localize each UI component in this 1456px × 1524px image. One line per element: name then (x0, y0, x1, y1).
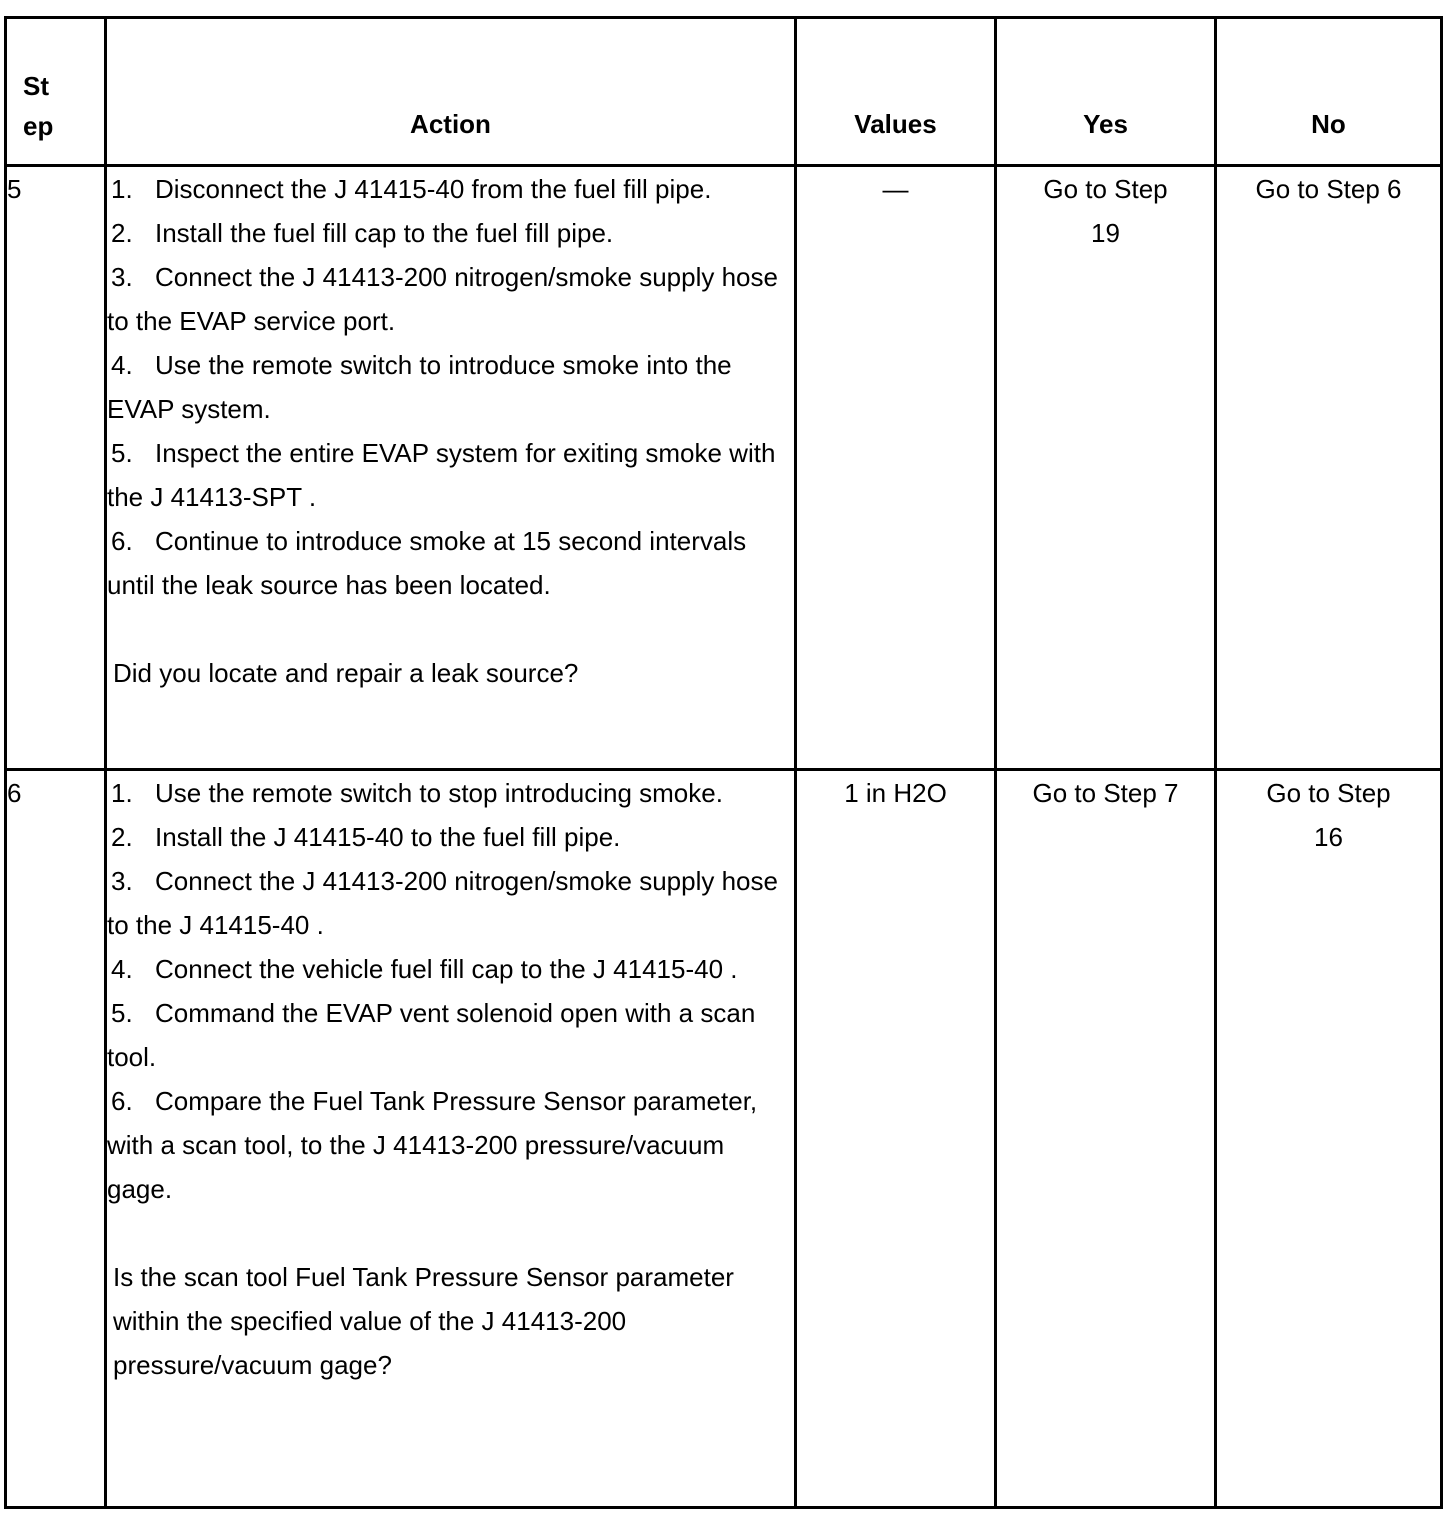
action-cell (106, 770, 796, 1508)
header-step (6, 18, 106, 166)
action-item: 4. Use the remote switch to introduce smoke into the EVAP system. (107, 350, 732, 424)
values-cell: 1 in H2O (796, 770, 996, 1508)
action-item: 3. Connect the J 41413-200 nitrogen/smoke supply hose to the EVAP service port. (107, 262, 778, 336)
step-number: 5 (6, 166, 106, 770)
action-item: 5. Command the EVAP vent solenoid open with a scan tool. (107, 998, 756, 1072)
no-line2: 16 (1314, 822, 1343, 852)
header-row (6, 18, 1442, 166)
action-item: 1. Use the remote switch to stop introducing smoke. (111, 778, 723, 808)
action-item: 6. Continue to introduce smoke at 15 second intervals until the leak source has been located. (107, 526, 747, 600)
action-item: 2. Install the fuel fill cap to the fuel fill pipe. (111, 218, 614, 248)
action-item: 2. Install the J 41415-40 to the fuel fill pipe. (111, 822, 621, 852)
step-number: 6 (6, 770, 106, 1508)
header-action: Action (106, 18, 796, 166)
header-no: No (1216, 18, 1442, 166)
diagnostic-table (4, 16, 1443, 1509)
header-step-line2: ep (23, 111, 54, 141)
action-item: 5. Inspect the entire EVAP system for exiting smoke with the J 41413-SPT . (107, 438, 776, 512)
no-line1: Go to Step (1266, 778, 1391, 808)
header-values: Values (796, 18, 996, 166)
values-cell: — (796, 166, 996, 770)
yes-line1: Go to Step 7 (1032, 778, 1179, 808)
action-question: Did you locate and repair a leak source? (113, 658, 579, 688)
action-item: 6. Compare the Fuel Tank Pressure Sensor parameter, with a scan tool, to the J 41413-200 pressure/vacuum gage. (107, 1086, 758, 1204)
action-item: 4. Connect the vehicle fuel fill cap to the J 41415-40 . (111, 954, 738, 984)
yes-cell (996, 770, 1216, 1508)
yes-cell (996, 166, 1216, 770)
yes-line2: 19 (1091, 218, 1120, 248)
table-row (6, 770, 1442, 1508)
action-item: 3. Connect the J 41413-200 nitrogen/smoke supply hose to the J 41415-40 . (107, 866, 778, 940)
no-cell (1216, 166, 1442, 770)
no-line1: Go to Step 6 (1255, 174, 1402, 204)
action-question: Is the scan tool Fuel Tank Pressure Sensor parameter within the specified value of the J 41413-200 pressure/vacuum gage? (113, 1262, 734, 1380)
table-row (6, 166, 1442, 770)
action-item: 1. Disconnect the J 41415-40 from the fuel fill pipe. (111, 174, 712, 204)
header-yes: Yes (996, 18, 1216, 166)
yes-line1: Go to Step (1043, 174, 1168, 204)
header-step-line1: St (23, 71, 49, 101)
action-cell (106, 166, 796, 770)
no-cell (1216, 770, 1442, 1508)
